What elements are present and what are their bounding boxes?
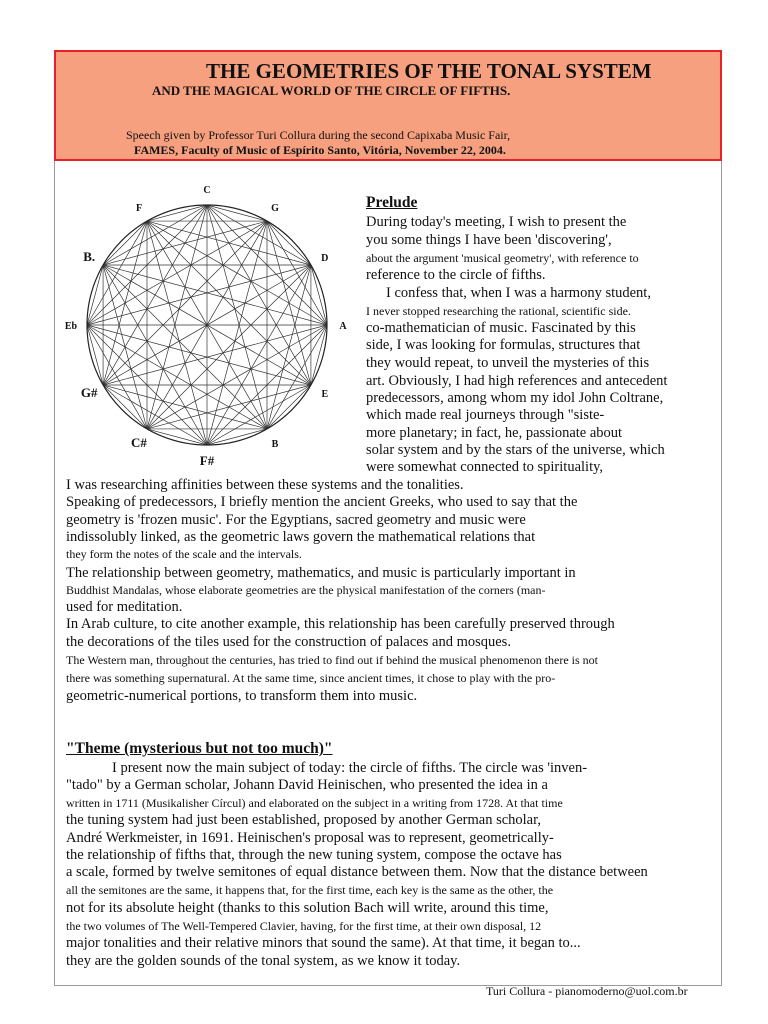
text-line: Speaking of predecessors, I briefly mention the ancient Greeks, who used to say that the <box>66 494 578 510</box>
text-line: the two volumes of The Well-Tempered Clavier, having, for the first time, at their own disposal, 12 <box>66 919 542 933</box>
text-line: I never stopped researching the rational, scientific side. <box>366 304 631 318</box>
text-line: geometry is 'frozen music'. For the Egyptians, sacred geometry and music were <box>66 512 526 528</box>
text-line: written in 1711 (Musikalisher Círcul) and elaborated on the subject in a writing from 1728. At that time <box>66 796 563 810</box>
text-line: they would repeat, to unveil the mysteries of this <box>366 355 650 371</box>
text-line: more planetary; in fact, he, passionate about <box>366 425 623 441</box>
chord-line <box>103 221 267 385</box>
note-label: C <box>203 185 211 196</box>
text-line: In Arab culture, to cite another example, this relationship has been carefully preserved through <box>66 616 615 632</box>
note-label: G# <box>80 385 98 400</box>
chord-line <box>103 385 207 445</box>
text-line: not for its absolute height (thanks to this solution Bach will write, around this time, <box>66 900 549 916</box>
prelude-heading: Prelude <box>366 194 418 211</box>
chord-line <box>147 429 207 445</box>
chord-line <box>87 325 147 429</box>
text-line: were somewhat connected to spirituality, <box>366 459 604 475</box>
text-line: a scale, formed by twelve semitones of equal distance between them. Now that the distance between <box>66 864 648 880</box>
chord-line <box>267 385 311 429</box>
text-line: there was something supernatural. At the same time, since ancient times, it chose to play with the pro- <box>66 671 556 685</box>
chord-line <box>207 429 267 445</box>
text-line: The relationship between geometry, mathematics, and music is particularly important in <box>66 565 576 581</box>
chord-line <box>311 265 327 325</box>
text-line: major tonalities and their relative minors that sound the same). At that time, it began to... <box>66 935 581 951</box>
speech-credit: Speech given by Professor Turi Collura during the second Capixaba Music Fair, <box>126 128 511 142</box>
note-label: B <box>271 438 279 450</box>
text-line: geometric-numerical portions, to transform them into music. <box>66 688 418 704</box>
note-label: C# <box>131 434 147 450</box>
text-line: they form the notes of the scale and the intervals. <box>66 547 302 561</box>
document-subtitle: AND THE MAGICAL WORLD OF THE CIRCLE OF FIFTHS. <box>152 83 511 98</box>
note-label: B. <box>83 249 96 264</box>
chord-line <box>147 221 311 385</box>
text-line: which made real journeys through "siste- <box>366 407 605 423</box>
note-label: D <box>321 253 329 264</box>
note-label: F <box>135 203 143 215</box>
text-line: André Werkmeister, in 1691. Heinischen's proposal was to represent, geometrically- <box>66 830 554 846</box>
text-line: "tado" by a German scholar, Johann David Heinischen, who presented the idea in a <box>66 777 548 793</box>
chord-line <box>103 385 147 429</box>
text-line: side, I was looking for formulas, structures that <box>366 337 641 353</box>
text-line: about the argument 'musical geometry', with reference to <box>366 251 639 265</box>
text-line: the tuning system had just been established, proposed by another German scholar, <box>66 812 541 828</box>
text-line: I confess that, when I was a harmony student, <box>386 285 651 301</box>
theme-heading: "Theme (mysterious but not too much)" <box>66 740 333 757</box>
note-label: Eb <box>64 321 78 332</box>
chord-line <box>87 325 267 429</box>
chord-line <box>311 325 327 385</box>
chord-line <box>147 265 311 429</box>
chord-line <box>147 205 207 221</box>
note-label: E <box>321 389 329 400</box>
text-line: I was researching affinities between these systems and the tonalities. <box>66 477 464 493</box>
text-line: used for meditation. <box>66 599 183 615</box>
circle-of-fifths-diagram <box>64 185 350 468</box>
text-line: co-mathematician of music. Fascinated by this <box>366 320 636 336</box>
text-line: all the semitones are the same, it happens that, for the first time, each key is the same as the other, the <box>66 883 554 897</box>
text-line: The Western man, throughout the centuries, has tried to find out if behind the musical phenomenon there is not <box>66 653 599 667</box>
chord-line <box>103 221 147 385</box>
text-line: reference to the circle of fifths. <box>366 267 546 283</box>
text-line: they are the golden sounds of the tonal system, as we know it today. <box>66 953 461 969</box>
note-label: A <box>339 321 347 332</box>
text-line: the decorations of the tiles used for the construction of palaces and mosques. <box>66 634 511 650</box>
text-line: During today's meeting, I wish to present the <box>366 214 627 230</box>
footer-credit: Turi Collura - pianomoderno@uol.com.br <box>486 984 688 998</box>
text-line: art. Obviously, I had high references and antecedent <box>366 373 668 389</box>
chord-line <box>87 221 147 325</box>
chord-line <box>147 221 311 265</box>
text-line: solar system and by the stars of the universe, which <box>366 442 665 458</box>
note-label: G <box>271 203 279 215</box>
chord-line <box>147 221 327 325</box>
title-banner <box>54 50 722 161</box>
text-line: I present now the main subject of today: the circle of fifths. The circle was 'inven- <box>112 760 588 776</box>
chord-line <box>103 265 267 429</box>
chord-line <box>103 265 207 445</box>
chord-line <box>87 265 103 325</box>
text-line: indissolubly linked, as the geometric laws govern the mathematical relations that <box>66 529 536 545</box>
chord-line <box>103 265 147 429</box>
text-line: predecessors, among whom my idol John Coltrane, <box>366 390 664 406</box>
chord-line <box>207 205 267 221</box>
chord-line <box>267 221 311 265</box>
venue-credit: FAMES, Faculty of Music of Espírito Santo, Vitória, November 22, 2004. <box>134 143 506 157</box>
document-title: THE GEOMETRIES OF THE TONAL SYSTEM <box>206 59 652 83</box>
text-line: you some things I have been 'discovering', <box>366 232 612 248</box>
chord-line <box>103 221 147 265</box>
note-label: F# <box>199 453 215 468</box>
chord-line <box>87 325 103 385</box>
text-line: Buddhist Mandalas, whose elaborate geometries are the physical manifestation of the corners (man- <box>66 583 546 597</box>
text-line: the relationship of fifths that, through the new tuning system, compose the octave has <box>66 847 562 863</box>
